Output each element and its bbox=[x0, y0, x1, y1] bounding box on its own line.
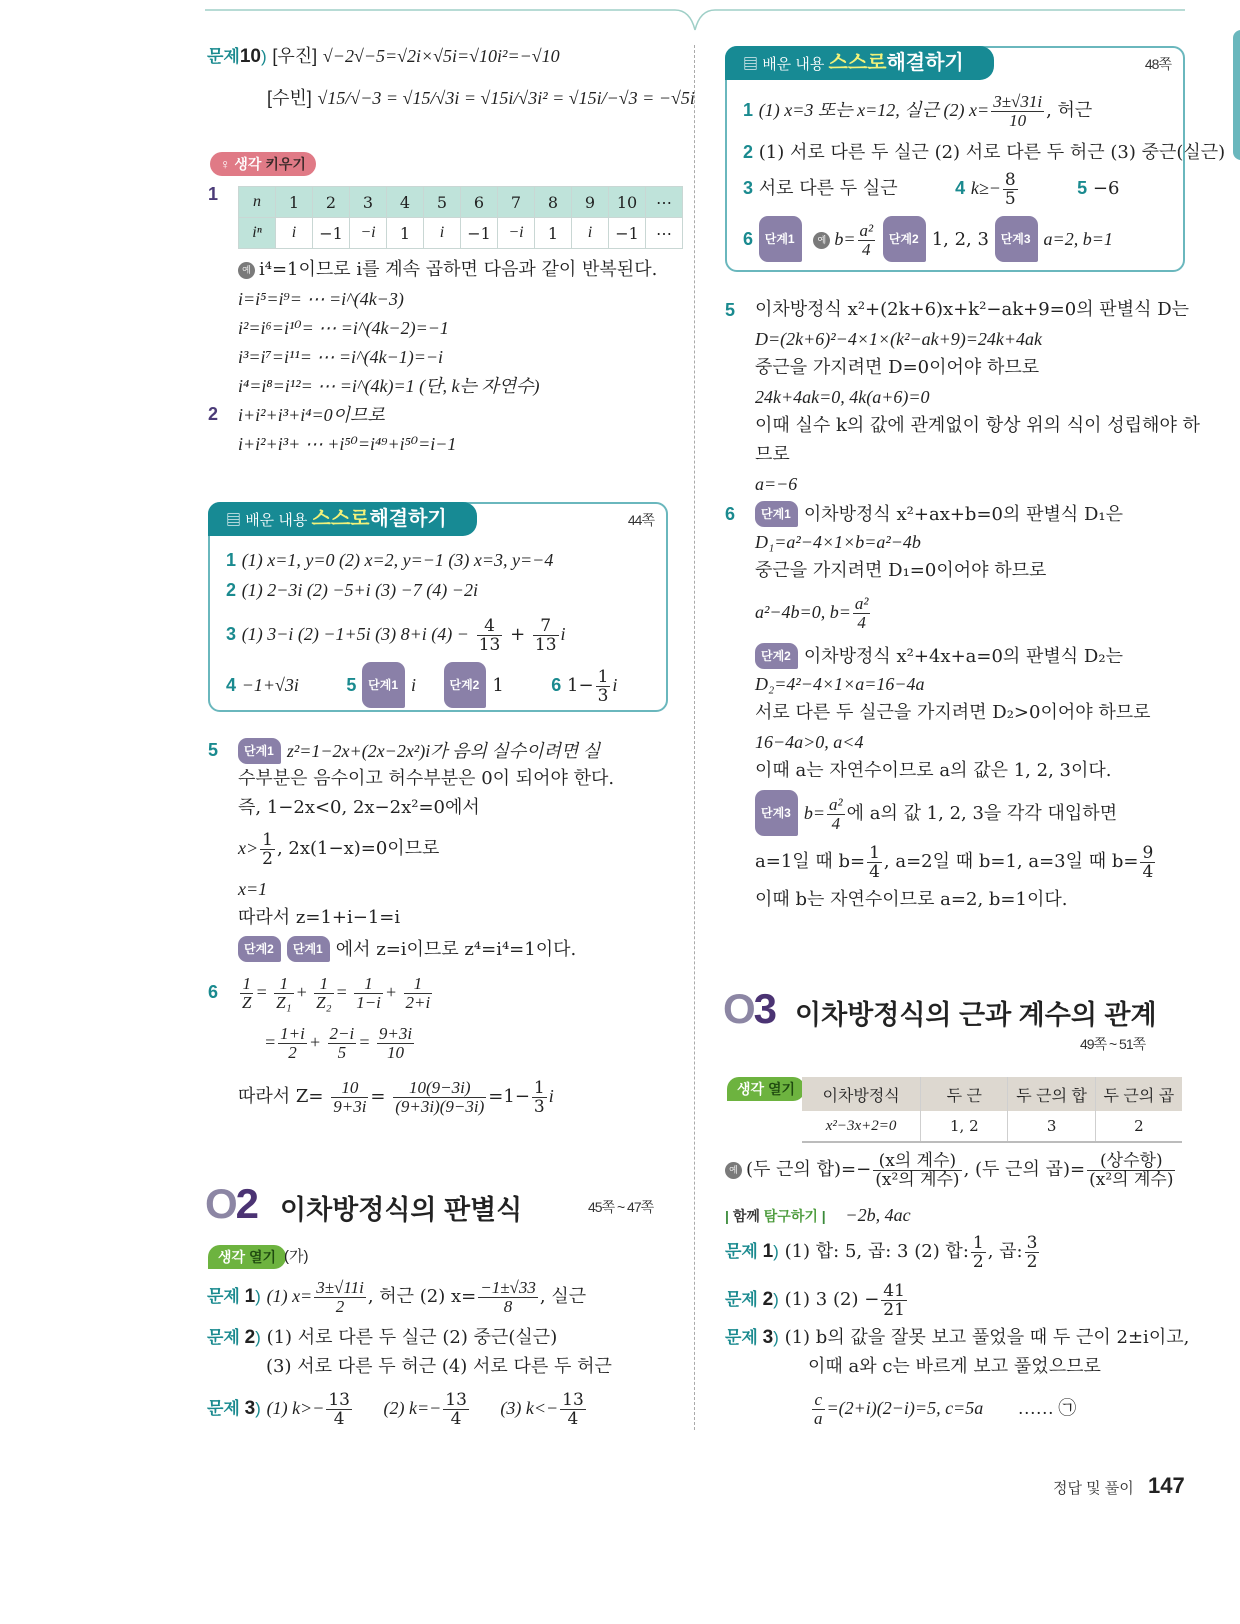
item-2-num: 2 bbox=[208, 404, 219, 424]
problem-1: 문제 1) (1) x= $\frac{3\pm√11i}{2}$ , 허근 (2) x= $\frac{-1\pm√33}{8}$ , 실근 bbox=[207, 1277, 587, 1316]
item-6-line: $\frac{1}{Z}$ = $\frac{1}{\text{Z₁}}$ + $\frac{1}{\text{Z₂}}$ = $\frac{1}{1-i}$ + $\frac{1}{2+i}$ bbox=[242, 974, 431, 1013]
step-badge: 단계1 bbox=[755, 501, 798, 527]
item-2-line: i+i²+i³+i⁴=0이므로 bbox=[238, 405, 385, 425]
item-1-line: i=i⁵=i⁹= ⋯ =i^(4k−3) bbox=[238, 289, 404, 309]
explore-together: | 함께 탐구하기 | −2b, 4ac bbox=[725, 1205, 911, 1225]
box-row: 1 (1) x=1, y=0 (2) x=2, y=−1 (3) x=3, y=−4 bbox=[226, 550, 554, 570]
item-1-line: 예 i⁴=1이므로 i를 계속 곱하면 다음과 같이 반복된다. bbox=[238, 258, 657, 282]
i-power-table bbox=[238, 186, 683, 249]
section-03-pages: 49쪽 ~ 51쪽 bbox=[1080, 1036, 1146, 1052]
item-1-line: i⁴=i⁸=i¹²= ⋯ =i^(4k)=1 (단, k는 자연수) bbox=[238, 376, 540, 396]
problem-3-line2: 이때 a와 c는 바르게 보고 풀었으므로 bbox=[808, 1356, 1101, 1377]
item-6-line: 16−4a>0, a<4 bbox=[755, 732, 864, 752]
step-badge: 단계2 bbox=[883, 216, 926, 262]
step-badge: 단계1 bbox=[759, 216, 802, 262]
problem-2-line2: (3) 서로 다른 두 허근 (4) 서로 다른 두 허근 bbox=[266, 1356, 612, 1377]
problem-label: 문제10) bbox=[207, 46, 267, 67]
box-row: 4 −1+√3i 5 단계1 i 단계2 1 6 1− $\frac{1}{3}$ i bbox=[226, 662, 617, 708]
item-5-line: a=−6 bbox=[755, 474, 798, 494]
think-open-pill: 생각 열기 bbox=[208, 1245, 286, 1269]
lightbulb-icon: ♀ bbox=[220, 156, 231, 172]
problem-10-line2: [수빈] √15/√−3 = √15/√3i = √15i/√3i² = √15i/−√3 = −√5i bbox=[267, 88, 695, 108]
box-row: 2 (1) 2−3i (2) −5+i (3) −7 (4) −2i bbox=[226, 580, 478, 600]
table-row: iⁿ i −1 −i 1 i −1 −i 1 i −1 ⋯ bbox=[239, 218, 683, 249]
item-6-line: 단계3 b= $\frac{\text{a²}}{4}$ 에 a의 값 1, 2, 3을 각각 대입하면 bbox=[755, 790, 1117, 836]
item-5-line: 수부분은 음수이고 허수부분은 0이 되어야 한다. bbox=[238, 768, 615, 789]
section-02-pages: 45쪽 ~ 47쪽 bbox=[588, 1199, 654, 1215]
notebook-icon: ▤ bbox=[743, 56, 759, 73]
think-open-pill: 생각 열기 bbox=[727, 1077, 805, 1101]
box-row: 3 (1) 3−i (2) −1+5i (3) 8+i (4) − $\frac{4}{13}$ + $\frac{7}{13}$ i bbox=[226, 615, 566, 655]
page-number: 147 bbox=[1147, 1473, 1185, 1498]
step-badge: 단계1 bbox=[238, 738, 281, 764]
box-header: ▤ 배운 내용 스스로해결하기 bbox=[725, 46, 994, 80]
problem-10: 문제10) [우진] √−2√−5=√2i×√5i=√10i²=−√10 bbox=[207, 46, 560, 67]
item-5-line: 따라서 z=1+i−1=i bbox=[238, 907, 401, 928]
item-6-line: 이때 a는 자연수이므로 a의 값은 1, 2, 3이다. bbox=[755, 760, 1112, 781]
section-03-number: O3 bbox=[723, 985, 776, 1032]
item-6-line: 서로 다른 두 실근을 가지려면 D₂>0이어야 하므로 bbox=[755, 702, 1151, 723]
item-1-line: i³=i⁷=i¹¹= ⋯ =i^(4k−1)=−i bbox=[238, 347, 444, 367]
item-5-num: 5 bbox=[208, 740, 219, 760]
problem-3-line3: $\frac{c}{a}$ =(2+i)(2−i)=5, c=5a …… ㉠ bbox=[814, 1390, 1077, 1429]
step-badge: 단계1 bbox=[362, 662, 405, 708]
item-5-line: D=(2k+6)²−4×1×(k²−ak+9)=24k+4ak bbox=[755, 329, 1043, 349]
box-page-ref: 44쪽 bbox=[627, 512, 654, 528]
problem-1: 문제 1) (1) 합: 5, 곱: 3 (2) 합: $\frac{1}{2}$ , 곱: $\frac{3}{2}$ bbox=[725, 1232, 1038, 1272]
box-header: ▤ 배운 내용 스스로해결하기 bbox=[208, 502, 477, 536]
step-badge: 단계2 bbox=[755, 643, 798, 669]
relation-example: 예 (두 근의 합)=− $\frac{\text{(x의 계수)}}{\text{(x²의 계수)}}$ , (두 근의 곱)= $\frac{\text{(상수항)}}{\text{(x²의 계수)}}$ bbox=[725, 1146, 1177, 1194]
item-5-line: 24k+4ak=0, 4k(a+6)=0 bbox=[755, 387, 930, 407]
item-5-num: 5 bbox=[725, 300, 736, 320]
item-6-line: D₁=a²−4×1×b=a²−4b bbox=[755, 532, 921, 552]
problem-2: 문제 2) (1) 3 (2) − $\frac{41}{21}$ bbox=[725, 1280, 905, 1320]
item-6-line: 단계2 이차방정식 x²+4x+a=0의 판별식 D₂는 bbox=[755, 643, 1123, 669]
column-divider bbox=[694, 45, 695, 1430]
problem-2: 문제 2) (1) 서로 다른 두 실근 (2) 중근(실근) bbox=[207, 1327, 558, 1348]
footer-label: 정답 및 풀이 bbox=[1053, 1480, 1134, 1497]
item-5-line: 단계1 z²=1−2x+(2x−2x²)i가 음의 실수이려면 실 bbox=[238, 738, 600, 764]
step-badge: 단계1 bbox=[287, 936, 330, 962]
item-5-line: 중근을 가지려면 D=0이어야 하므로 bbox=[755, 357, 1040, 378]
footer bbox=[1053, 1473, 1185, 1499]
example-badge-icon: 예 bbox=[238, 262, 255, 279]
example-badge-icon: 예 bbox=[813, 232, 830, 249]
item-6-line: 이때 b는 자연수이므로 a=2, b=1이다. bbox=[755, 889, 1068, 910]
item-6-num: 6 bbox=[725, 504, 736, 524]
item-5-line: x=1 bbox=[238, 879, 268, 899]
item-6-line: D₂=4²−4×1×a=16−4a bbox=[755, 674, 925, 694]
item-6-num: 6 bbox=[208, 982, 219, 1002]
item-6-line: 중근을 가지려면 D₁=0이어야 하므로 bbox=[755, 560, 1047, 581]
problem-3: 문제 3) (1) k>− $\frac{13}{4}$ (2) k=− $\frac{13}{4}$ (3) k<− $\frac{13}{4}$ bbox=[207, 1389, 584, 1429]
item-5-line: x> $\frac{1}{2}$ , 2x(1−x)=0이므로 bbox=[238, 829, 440, 869]
item-5-line: 단계2 단계1 에서 z=i이므로 z⁴=i⁴=1이다. bbox=[238, 936, 576, 962]
table-row: x²−3x+2=0 1, 2 3 2 bbox=[802, 1111, 1182, 1142]
box-row: 3 서로 다른 두 실근 4 k≥− $\frac{8}{5}$ 5 −6 bbox=[743, 169, 1120, 209]
example-badge-icon: 예 bbox=[725, 1162, 742, 1179]
box-row: 1 (1) x=3 또는 x=12, 실근 (2) x= $\frac{3\pm√31i}{10}$ , 허근 bbox=[743, 91, 1093, 130]
table-header-row: n 1 2 3 4 5 6 7 8 9 10 ⋯ bbox=[239, 187, 683, 218]
item-6-line: 단계1 이차방정식 x²+ax+b=0의 판별식 D₁은 bbox=[755, 501, 1123, 527]
think-grow-pill: ♀ 생각 키우기 bbox=[210, 152, 316, 176]
self-solve-box-48 bbox=[725, 46, 1226, 272]
problem-3: 문제 3) (1) b의 값을 잘못 보고 풀었을 때 두 근이 2±i이고, bbox=[725, 1327, 1190, 1348]
item-1-line: i²=i⁶=i¹⁰= ⋯ =i^(4k−2)=−1 bbox=[238, 318, 449, 338]
section-02-title: 이차방정식의 판별식 bbox=[280, 1195, 523, 1225]
box-row: 6 단계1 예 b= $\frac{\text{a²}}{4}$ 단계2 1, 2, 3 단계3 a=2, b=1 bbox=[743, 216, 1113, 262]
item-2-line: i+i²+i³+ ⋯ +i⁵⁰=i⁴⁹+i⁵⁰=i−1 bbox=[238, 434, 457, 454]
step-badge: 단계2 bbox=[238, 936, 281, 962]
item-6-line: a²−4b=0, b= $\frac{\text{a²}}{4}$ bbox=[755, 594, 869, 633]
item-5-line: 이때 실수 k의 값에 관계없이 항상 위의 식이 성립해야 하 bbox=[755, 415, 1200, 436]
item-5-line: 즉, 1−2x<0, 2x−2x²=0에서 bbox=[238, 797, 480, 818]
think-open-answer: (가) bbox=[284, 1248, 309, 1265]
notebook-icon: ▤ bbox=[226, 512, 242, 529]
step-badge: 단계3 bbox=[995, 216, 1038, 262]
section-02-number: O2 bbox=[205, 1180, 258, 1227]
item-6-line: 따라서 Z= $\frac{10}{9+3i}$ = $\frac{10(9-3i)}{(9+3i)(9-3i)}$ =1− $\frac{1}{3}$ i bbox=[238, 1077, 554, 1117]
step-badge: 단계3 bbox=[755, 790, 798, 836]
step-badge: 단계2 bbox=[444, 662, 487, 708]
top-frame-line bbox=[205, 0, 1185, 40]
box-row: 2 (1) 서로 다른 두 실근 (2) 서로 다른 두 허근 (3) 중근(실근) bbox=[743, 142, 1226, 163]
item-5-line: 이차방정식 x²+(2k+6)x+k²−ak+9=0의 판별식 D는 bbox=[755, 299, 1190, 320]
table-header-row: 이차방정식 두 근 두 근의 합 두 근의 곱 bbox=[802, 1077, 1182, 1111]
item-5-line: 므로 bbox=[755, 444, 790, 465]
item-1-num: 1 bbox=[208, 184, 219, 204]
section-03-title: 이차방정식의 근과 계수의 관계 bbox=[795, 1000, 1157, 1030]
box-page-ref: 48쪽 bbox=[1144, 56, 1171, 72]
self-solve-box-44 bbox=[208, 502, 668, 712]
item-6-line: a=1일 때 b= $\frac{1}{4}$ , a=2일 때 b=1, a=3일 때 b= $\frac{9}{4}$ bbox=[755, 842, 1154, 882]
side-tab bbox=[1233, 30, 1240, 160]
roots-coefficients-table bbox=[802, 1077, 1182, 1143]
item-6-line: = $\frac{1+i}{2}$ + $\frac{2-i}{5}$ = $\frac{9+3i}{10}$ bbox=[264, 1024, 413, 1063]
